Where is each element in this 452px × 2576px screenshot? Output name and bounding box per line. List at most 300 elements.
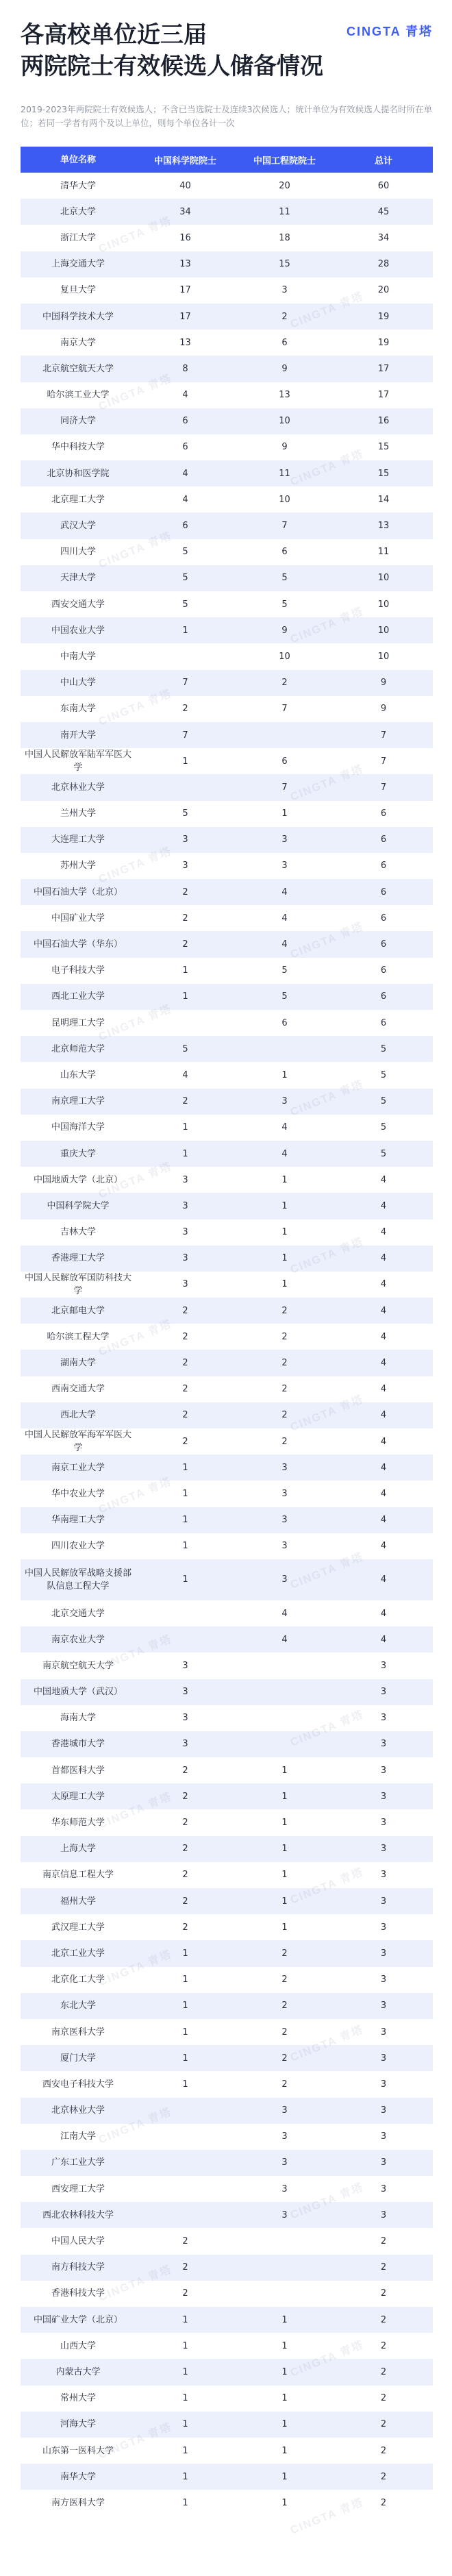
cell-unit-name: 南京农业大学: [51, 1634, 105, 1645]
cell-unit-name: 武汉大学: [60, 521, 96, 532]
cell-total: 3: [380, 1765, 387, 1776]
cell-unit-name: 北京协和医学院: [47, 468, 110, 479]
table-row: [21, 251, 433, 277]
cell-unit-name: 西安理工大学: [51, 2183, 105, 2194]
cell-cas: 2: [182, 1791, 188, 1802]
cell-unit-name: 昆明理工大学: [51, 1017, 105, 1028]
cell-total: 2: [380, 2314, 387, 2325]
cell-cae: 1: [281, 808, 288, 819]
cell-unit-name: 重庆大学: [60, 1148, 96, 1159]
cell-unit-name: 西北工业大学: [51, 991, 105, 1002]
cell-total: 13: [377, 521, 390, 532]
cell-cae: 2: [281, 678, 288, 689]
cell-unit-name: 西北农林科技大学: [42, 2209, 114, 2220]
cell-unit-name: 华南理工大学: [51, 1515, 105, 1526]
cell-total: 11: [377, 547, 390, 558]
table-row: [21, 2098, 433, 2124]
cell-total: 6: [380, 887, 387, 897]
cell-total: 3: [380, 2209, 387, 2220]
cell-total: 5: [380, 1069, 387, 1080]
cell-cas: 2: [182, 887, 188, 897]
cell-unit-name: 东北大学: [60, 2001, 96, 2011]
cell-cae: 9: [281, 625, 288, 636]
table-row: [21, 2176, 433, 2202]
cell-unit-name: 厦门大学: [60, 2053, 96, 2064]
cell-cae: 2: [281, 2027, 288, 2038]
table-row: [21, 199, 433, 225]
cell-cae: 3: [281, 2209, 288, 2220]
cell-cae: 9: [281, 363, 288, 374]
cell-total: 2: [380, 2419, 387, 2430]
cell-unit-name: 西北大学: [60, 1410, 96, 1421]
cell-total: 5: [380, 1122, 387, 1133]
cell-cas: 1: [182, 1948, 188, 1959]
cell-total: 3: [380, 2105, 387, 2116]
cell-total: 9: [380, 704, 387, 715]
table-row: [21, 1757, 433, 1783]
cell-total: 3: [380, 1791, 387, 1802]
cell-cas: 17: [179, 311, 191, 322]
cell-cas: 1: [182, 1974, 188, 1985]
cell-cas: 2: [182, 1765, 188, 1776]
cell-total: 34: [377, 232, 390, 243]
cell-cas: 1: [182, 2419, 188, 2430]
cell-cae: 4: [281, 1634, 288, 1645]
cell-cae: 4: [281, 1122, 288, 1133]
cell-unit-name: 华中农业大学: [51, 1488, 105, 1499]
cell-cae: 15: [279, 259, 290, 270]
cell-cas: 2: [182, 2236, 188, 2247]
cell-total: 6: [380, 808, 387, 819]
cell-cae: 1: [281, 1200, 288, 1211]
table-row: [21, 1731, 433, 1757]
cell-total: 14: [377, 494, 390, 505]
table-row: [21, 958, 433, 984]
cell-unit-name: 南京理工大学: [51, 1096, 105, 1107]
cell-total: 4: [380, 1462, 387, 1473]
table-row: [21, 1940, 433, 1966]
cell-unit-name: 华中科技大学: [51, 442, 105, 453]
data-table: [21, 147, 433, 2516]
cell-cae: 13: [279, 390, 290, 401]
cell-unit-name: 中国矿业大学: [51, 913, 105, 924]
cell-unit-name: 太原理工大学: [51, 1791, 105, 1802]
table-row: [21, 1507, 433, 1533]
cell-cae: 1: [281, 2340, 288, 2351]
cell-cae: 7: [281, 782, 288, 793]
table-row: [21, 827, 433, 853]
cell-unit-name: 中国石油大学（华东）: [33, 939, 123, 950]
table-row: [21, 2281, 433, 2307]
cell-cas: 1: [182, 2471, 188, 2482]
cell-cas: 1: [182, 2027, 188, 2038]
table-row: [21, 1652, 433, 1679]
cell-unit-name: 武汉理工大学: [51, 1922, 105, 1933]
cell-unit-name: 中国地质大学（武汉）: [33, 1687, 123, 1698]
cell-cae: 7: [281, 521, 288, 532]
cell-cas: 2: [182, 1818, 188, 1829]
cell-cae: 6: [281, 547, 288, 558]
cell-cas: 6: [182, 416, 188, 427]
table-row: [21, 2202, 433, 2228]
cell-unit-name: 四川大学: [60, 547, 96, 558]
table-row: [21, 2438, 433, 2464]
cell-total: 3: [380, 2001, 387, 2011]
cell-cae: 3: [281, 2105, 288, 2116]
cell-unit-name: 香港理工大学: [51, 1253, 105, 1264]
cell-unit-name: 香港城市大学: [51, 1739, 105, 1750]
cell-cas: 2: [182, 1331, 188, 1342]
cell-total: 6: [380, 834, 387, 845]
cell-total: 4: [380, 1608, 387, 1619]
cell-unit-name: 中国科学院大学: [47, 1200, 110, 1211]
cell-cas: 34: [179, 206, 191, 217]
cell-unit-name: 北京理工大学: [51, 494, 105, 505]
cell-cas: 5: [182, 1043, 188, 1054]
cell-unit-name: 北京林业大学: [51, 782, 105, 793]
table-row: [21, 2071, 433, 2097]
cell-unit-name: 中国石油大学（北京）: [33, 887, 123, 897]
cell-cae: 5: [281, 991, 288, 1002]
cell-cas: 2: [182, 1436, 188, 1447]
cell-unit-name: 福州大学: [60, 1896, 96, 1907]
table-row: [21, 748, 433, 774]
cell-cas: 1: [182, 1574, 188, 1585]
cell-cae: 1: [281, 2497, 288, 2508]
cell-cas: 2: [182, 704, 188, 715]
cell-total: 17: [377, 363, 390, 374]
cell-total: 2: [380, 2340, 387, 2351]
cell-total: 6: [380, 965, 387, 976]
cell-total: 3: [380, 2157, 387, 2168]
cell-total: 4: [380, 1574, 387, 1585]
title-line-2: 两院院士有效候选人储备情况: [21, 53, 323, 80]
cell-unit-name: 南开大学: [60, 730, 96, 741]
title-line-1: 各高校单位近三届: [21, 21, 207, 49]
cell-unit-name: 南京信息工程大学: [42, 1870, 114, 1881]
table-row: [21, 696, 433, 722]
table-row: [21, 1967, 433, 1993]
cell-cae: 2: [281, 1974, 288, 1985]
cell-cas: 1: [182, 756, 188, 767]
cell-unit-name: 哈尔滨工业大学: [47, 390, 110, 401]
table-row: [21, 382, 433, 408]
cell-cas: 3: [182, 1253, 188, 1264]
cell-total: 3: [380, 2027, 387, 2038]
cell-cas: 1: [182, 2001, 188, 2011]
cell-cae: 1: [281, 1818, 288, 1829]
cell-total: 5: [380, 1096, 387, 1107]
cell-cae: 3: [281, 834, 288, 845]
cell-total: 15: [377, 442, 390, 453]
table-row: [21, 1036, 433, 1062]
cell-unit-name: 河海大学: [60, 2419, 96, 2430]
cell-unit-name: 哈尔滨工程大学: [47, 1331, 110, 1342]
cell-cas: 4: [182, 468, 188, 479]
cell-total: 16: [377, 416, 390, 427]
cell-cae: 2: [281, 2001, 288, 2011]
cell-total: 9: [380, 678, 387, 689]
cell-unit-name: 中国人民解放军战略支援部队信息工程大学: [25, 1568, 132, 1592]
cell-cas: 13: [179, 337, 191, 348]
cell-total: 4: [380, 1305, 387, 1316]
table-row: [21, 2124, 433, 2150]
cell-cas: 3: [182, 834, 188, 845]
cell-total: 4: [380, 1200, 387, 1211]
cell-unit-name: 电子科技大学: [51, 965, 105, 976]
cell-cas: 5: [182, 573, 188, 584]
cell-total: 4: [380, 1358, 387, 1369]
cell-cas: 1: [182, 1122, 188, 1133]
table-row: [21, 1324, 433, 1350]
cell-total: 2: [380, 2393, 387, 2404]
cell-cae: 3: [281, 285, 288, 296]
table-row: [21, 591, 433, 617]
cell-unit-name: 北京交通大学: [51, 1608, 105, 1619]
cell-total: 19: [377, 337, 390, 348]
table-row: [21, 539, 433, 565]
cell-total: 10: [377, 625, 390, 636]
cell-cae: 10: [279, 494, 290, 505]
cell-cae: 4: [281, 913, 288, 924]
cell-cae: 2: [281, 1436, 288, 1447]
cell-unit-name: 中国科学技术大学: [42, 311, 114, 322]
cell-cae: 3: [281, 860, 288, 871]
table-row: [21, 853, 433, 879]
cell-total: 5: [380, 1148, 387, 1159]
cell-unit-name: 内蒙古大学: [55, 2366, 101, 2377]
table-row: [21, 304, 433, 330]
cell-unit-name: 苏州大学: [60, 860, 96, 871]
cell-cas: 1: [182, 2366, 188, 2377]
watermark-text: CINGTA 青塔: [288, 2497, 366, 2537]
cell-cae: 2: [281, 1305, 288, 1316]
cell-cas: 3: [182, 1739, 188, 1750]
cell-cae: 2: [281, 1948, 288, 1959]
cell-total: 6: [380, 1017, 387, 1028]
cell-unit-name: 山东大学: [60, 1069, 96, 1080]
cell-total: 4: [380, 1331, 387, 1342]
table-row: [21, 1141, 433, 1167]
table-row: [21, 1062, 433, 1088]
cell-total: 3: [380, 1974, 387, 1985]
cell-unit-name: 北京邮电大学: [51, 1305, 105, 1316]
col-header-total: 总计: [374, 156, 392, 166]
table-row: [21, 1914, 433, 1940]
table-row: [21, 1809, 433, 1835]
table-row: [21, 931, 433, 957]
cell-cas: 5: [182, 547, 188, 558]
cell-unit-name: 上海交通大学: [51, 259, 105, 270]
page-title: [21, 19, 323, 82]
cell-unit-name: 中国地质大学（北京）: [33, 1174, 123, 1185]
table-row: [21, 984, 433, 1010]
table-row: [21, 2412, 433, 2438]
cell-total: 4: [380, 1174, 387, 1185]
cell-total: 10: [377, 599, 390, 610]
cell-total: 4: [380, 1541, 387, 1552]
cell-unit-name: 浙江大学: [60, 232, 96, 243]
cell-unit-name: 香港科技大学: [51, 2288, 105, 2299]
cell-cas: 1: [182, 991, 188, 1002]
cell-cas: 2: [182, 1305, 188, 1316]
cell-total: 3: [380, 2131, 387, 2142]
cell-unit-name: 西安电子科技大学: [42, 2079, 114, 2090]
table-body: [21, 173, 433, 2516]
cell-unit-name: 兰州大学: [60, 808, 96, 819]
cell-unit-name: 中国矿业大学（北京）: [33, 2314, 123, 2325]
table-row: [21, 1454, 433, 1481]
cell-cas: 3: [182, 1687, 188, 1698]
cell-cae: 3: [281, 1541, 288, 1552]
cell-cae: 7: [281, 704, 288, 715]
cell-total: 4: [380, 1227, 387, 1238]
table-row: [21, 1481, 433, 1507]
cell-cae: 18: [279, 232, 290, 243]
cell-unit-name: 南方科技大学: [51, 2262, 105, 2273]
cell-cas: 1: [182, 2053, 188, 2064]
cell-total: 28: [377, 259, 390, 270]
cell-unit-name: 复旦大学: [60, 285, 96, 296]
cell-cae: 1: [281, 1844, 288, 1855]
cell-cae: 3: [281, 2157, 288, 2168]
table-row: [21, 2019, 433, 2045]
cell-cas: 1: [182, 1488, 188, 1499]
cell-total: 17: [377, 390, 390, 401]
table-row: [21, 1089, 433, 1115]
table-row: [21, 1010, 433, 1036]
cell-cae: 1: [281, 1227, 288, 1238]
cell-cae: 3: [281, 2183, 288, 2194]
table-row: [21, 905, 433, 931]
table-row: [21, 434, 433, 460]
cell-cae: 1: [281, 2366, 288, 2377]
cell-unit-name: 中国人民大学: [51, 2236, 105, 2247]
cell-cas: 1: [182, 1462, 188, 1473]
cell-total: 3: [380, 1818, 387, 1829]
cell-cae: 5: [281, 573, 288, 584]
table-row: [21, 643, 433, 669]
table-row: [21, 1993, 433, 2019]
table-row: [21, 1783, 433, 1809]
cell-unit-name: 江南大学: [60, 2131, 96, 2142]
table-row: [21, 1402, 433, 1428]
cell-cas: 2: [182, 1844, 188, 1855]
table-row: [21, 2255, 433, 2281]
cell-cas: 1: [182, 965, 188, 976]
table-row: [21, 1836, 433, 1862]
table-row: [21, 2464, 433, 2490]
cell-unit-name: 天津大学: [60, 573, 96, 584]
cell-cae: 3: [281, 1096, 288, 1107]
cell-cas: 8: [182, 363, 188, 374]
cell-unit-name: 中南大学: [60, 651, 96, 662]
table-row: [21, 1428, 433, 1454]
cell-unit-name: 北京工业大学: [51, 1948, 105, 1959]
cell-cae: 1: [281, 2419, 288, 2430]
table-row: [21, 670, 433, 696]
cell-unit-name: 北京航空航天大学: [42, 363, 114, 374]
table-row: [21, 2228, 433, 2254]
cell-cas: 6: [182, 521, 188, 532]
cell-total: 4: [380, 1410, 387, 1421]
cell-cas: 1: [182, 625, 188, 636]
cell-cas: 4: [182, 390, 188, 401]
table-row: [21, 1376, 433, 1402]
cell-total: 60: [377, 180, 390, 191]
cell-total: 3: [380, 2053, 387, 2064]
col-header-cae: 中国工程院院士: [253, 156, 316, 166]
cell-total: 2: [380, 2471, 387, 2482]
cell-unit-name: 北京师范大学: [51, 1043, 105, 1054]
cell-cas: 17: [179, 285, 191, 296]
cell-cae: 4: [281, 887, 288, 897]
cell-total: 3: [380, 1660, 387, 1671]
table-row: [21, 1219, 433, 1246]
cell-total: 3: [380, 1739, 387, 1750]
cell-unit-name: 清华大学: [60, 180, 96, 191]
table-row: [21, 356, 433, 382]
cell-unit-name: 首都医科大学: [51, 1765, 105, 1776]
cell-cae: 3: [281, 1462, 288, 1473]
cell-cas: 4: [182, 1069, 188, 1080]
cell-cae: 1: [281, 1069, 288, 1080]
cell-cas: 2: [182, 2288, 188, 2299]
cell-total: 5: [380, 1043, 387, 1054]
cell-cae: 1: [281, 1765, 288, 1776]
table-row: [21, 879, 433, 905]
table-row: [21, 2386, 433, 2412]
cell-unit-name: 山东第一医科大学: [42, 2445, 114, 2456]
cell-total: 4: [380, 1384, 387, 1395]
cell-cas: 1: [182, 2314, 188, 2325]
cell-total: 3: [380, 1948, 387, 1959]
cell-cae: 1: [281, 1253, 288, 1264]
cell-cae: 1: [281, 2445, 288, 2456]
table-row: [21, 774, 433, 800]
cell-cae: 9: [281, 442, 288, 453]
table-row: [21, 2359, 433, 2385]
cell-cas: 5: [182, 599, 188, 610]
cell-unit-name: 南方医科大学: [51, 2497, 105, 2508]
table-row: [21, 1350, 433, 1376]
cell-cas: 3: [182, 1200, 188, 1211]
table-row: [21, 460, 433, 486]
page-header: [0, 0, 452, 143]
table-row: [21, 2490, 433, 2516]
cell-cas: 2: [182, 1410, 188, 1421]
table-row: [21, 565, 433, 591]
cell-total: 4: [380, 1436, 387, 1447]
cell-cae: 6: [281, 337, 288, 348]
cell-unit-name: 湖南大学: [60, 1358, 96, 1369]
table-row: [21, 512, 433, 538]
cell-cae: 1: [281, 1870, 288, 1881]
cell-total: 10: [377, 573, 390, 584]
table-row: [21, 2045, 433, 2071]
cell-total: 2: [380, 2366, 387, 2377]
cell-total: 3: [380, 1922, 387, 1933]
cell-unit-name: 常州大学: [60, 2393, 96, 2404]
cell-cae: 10: [279, 651, 290, 662]
cell-total: 6: [380, 939, 387, 950]
cell-total: 3: [380, 1896, 387, 1907]
cell-unit-name: 中国农业大学: [51, 625, 105, 636]
cell-cae: 3: [281, 1515, 288, 1526]
cell-total: 2: [380, 2262, 387, 2273]
cell-total: 4: [380, 1634, 387, 1645]
cell-total: 10: [377, 651, 390, 662]
